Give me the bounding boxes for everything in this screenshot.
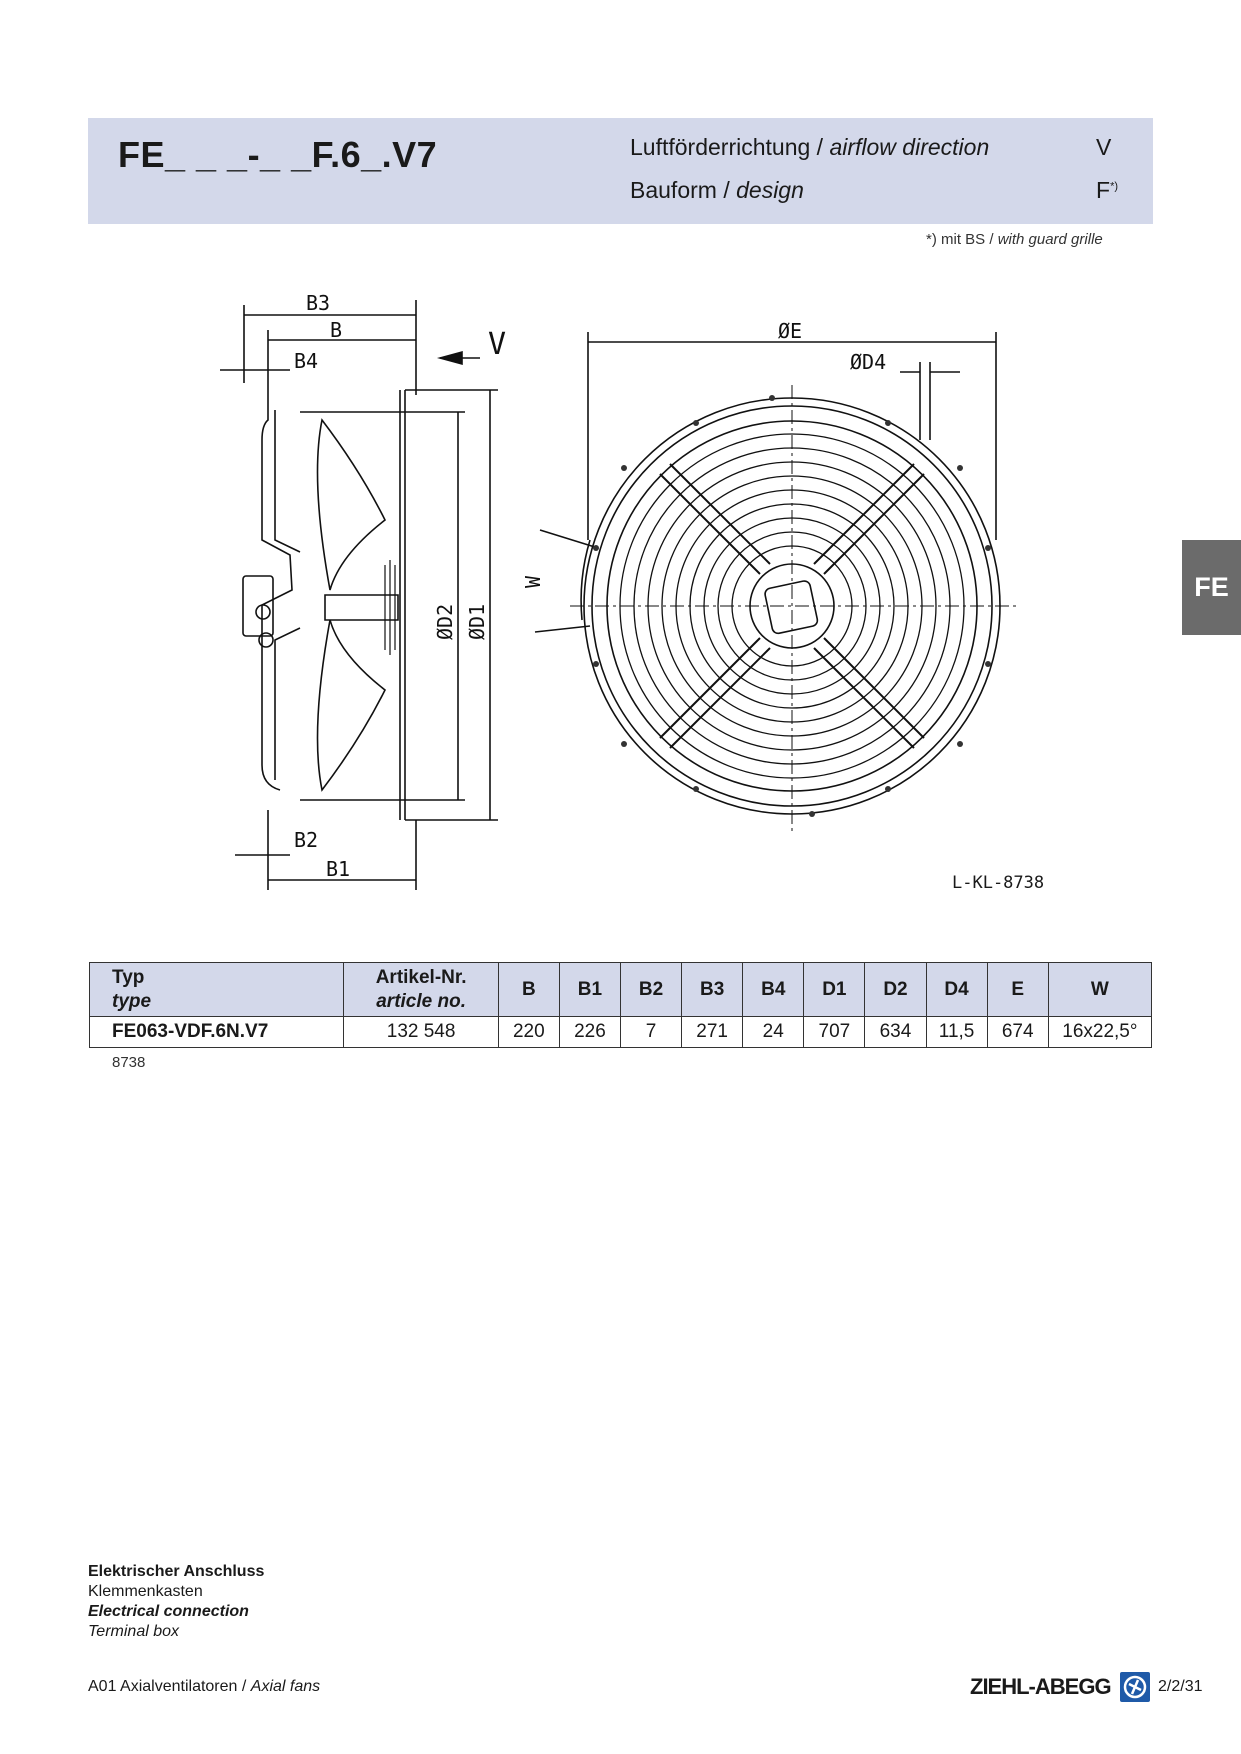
dim-label-b1: B1 — [326, 857, 351, 881]
cell-b3: 271 — [682, 1017, 743, 1048]
electrical-sub-en: Terminal box — [88, 1623, 180, 1640]
design-label-en: design — [736, 177, 804, 203]
design-value-letter: F — [1096, 177, 1111, 203]
col-header-b2: B2 — [620, 963, 681, 1017]
model-code: FE_ _ _-_ _F.6_.V7 — [118, 134, 438, 175]
footer-section-en: Axial fans — [250, 1678, 321, 1695]
cell-b4: 24 — [743, 1017, 804, 1048]
col-header-type-en: type — [112, 990, 152, 1012]
col-header-article — [344, 963, 498, 1017]
airflow-direction-value: V — [1096, 134, 1112, 160]
dim-label-w: W — [521, 575, 545, 588]
col-header-b: B — [498, 963, 559, 1017]
col-header-article-de: Artikel-Nr. — [375, 966, 467, 988]
footer-section-de: A01 Axialventilatoren / — [88, 1678, 247, 1695]
brand-logo-icon — [1120, 1672, 1150, 1702]
cell-article: 132 548 — [344, 1017, 498, 1048]
electrical-connection — [88, 1562, 264, 1642]
dimensions-table — [89, 962, 1152, 1048]
cell-b1: 226 — [559, 1017, 620, 1048]
col-header-type — [90, 963, 344, 1017]
dim-label-d1: ØD1 — [465, 603, 489, 640]
col-header-d2: D2 — [865, 963, 926, 1017]
cell-d1: 707 — [804, 1017, 865, 1048]
brand-wordmark: ZIEHL-ABEGG — [970, 1674, 1111, 1699]
table-header-row — [90, 963, 1152, 1017]
dim-label-b2: B2 — [294, 828, 319, 852]
col-header-type-de: Typ — [112, 966, 145, 988]
col-header-d4: D4 — [926, 963, 987, 1017]
col-header-b4: B4 — [743, 963, 804, 1017]
table-code: 8738 — [112, 1054, 146, 1071]
dim-label-b3: B3 — [306, 291, 331, 315]
cell-b2: 7 — [620, 1017, 681, 1048]
drawing-code: L-KL-8738 — [952, 873, 1045, 893]
cell-d4: 11,5 — [926, 1017, 987, 1048]
airflow-label-en: airflow direction — [829, 134, 990, 160]
electrical-sub-de: Klemmenkasten — [88, 1583, 203, 1600]
dim-label-b: B — [330, 318, 343, 342]
footnote-mark: *) mit BS / — [926, 231, 994, 248]
col-header-b3: B3 — [682, 963, 743, 1017]
col-header-e: E — [987, 963, 1048, 1017]
dim-label-d2: ØD2 — [433, 603, 457, 640]
dim-label-d4: ØD4 — [850, 350, 887, 374]
dim-label-b4: B4 — [294, 349, 319, 373]
cell-b: 220 — [498, 1017, 559, 1048]
airflow-label-de: Luftförderrichtung / — [630, 134, 824, 160]
airflow-v-label: V — [488, 327, 507, 362]
col-header-w: W — [1048, 963, 1151, 1017]
col-header-d1: D1 — [804, 963, 865, 1017]
electrical-title-de: Elektrischer Anschluss — [88, 1563, 265, 1580]
section-tab-fe[interactable]: FE — [1182, 540, 1241, 635]
cell-type: FE063-VDF.6N.V7 — [90, 1017, 344, 1048]
dim-label-e: ØE — [778, 319, 803, 343]
table-row — [90, 1017, 1152, 1048]
cell-e: 674 — [987, 1017, 1048, 1048]
col-header-article-en: article no. — [376, 990, 466, 1012]
footnote-en: with guard grille — [997, 231, 1103, 248]
electrical-title-en: Electrical connection — [88, 1603, 249, 1620]
cell-w: 16x22,5° — [1048, 1017, 1151, 1048]
design-value-sup: *) — [1110, 180, 1119, 193]
design-label-de: Bauform / — [630, 177, 730, 203]
footer-section — [88, 1678, 320, 1696]
col-header-b1: B1 — [559, 963, 620, 1017]
page-number: 2/2/31 — [1158, 1678, 1203, 1695]
cell-d2: 634 — [865, 1017, 926, 1048]
